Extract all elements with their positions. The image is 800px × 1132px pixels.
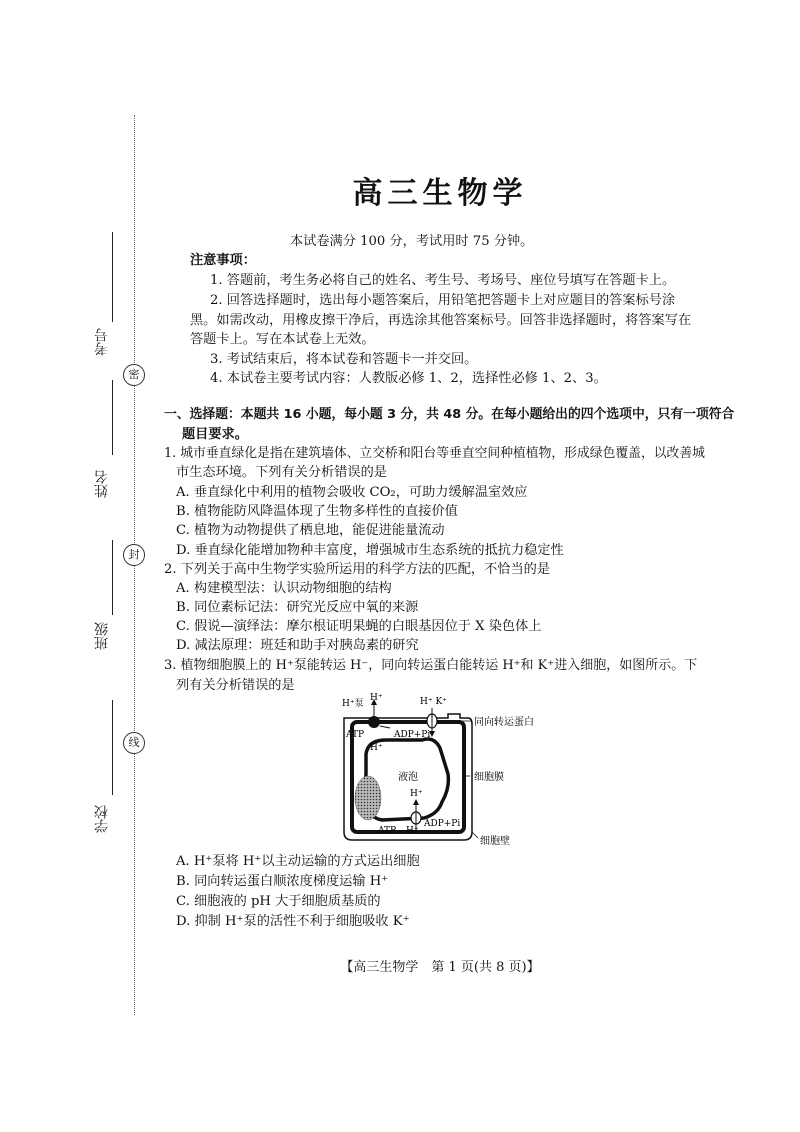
chloroplast-blob [355,776,381,820]
question-stem: 2. 下列关于高中生物学实验所运用的科学方法的匹配，不恰当的是 [164,562,551,577]
label-atp2: ATP [378,826,397,836]
question-stem: 3. 植物细胞膜上的 H⁺泵能转运 H⁻，同向转运蛋白能转运 H⁺和 K⁺进入细胞，如图所示。下 [164,658,698,673]
field-label-school: 学校 [94,805,110,833]
option-b: B. 同位素标记法：研究光反应中氧的来源 [176,600,419,615]
question-stem-cont: 列有关分析错误的是 [176,678,295,693]
label-hk: H⁺ K⁺ [420,697,447,707]
label-h-tono: H⁺ [410,789,423,799]
exam-info: 本试卷满分 100 分，考试用时 75 分钟。 [290,234,534,249]
label-h-pump: H⁺泵 [342,699,364,709]
label-adp2: ADP+Pi [424,819,461,829]
option-d: D. 减法原理：班廷和助手对胰岛素的研究 [176,638,419,653]
field-line-name[interactable] [112,380,113,455]
question-stem-cont: 市生态环境。下列有关分析错误的是 [176,465,387,480]
label-wall: 细胞壁 [480,836,510,847]
label-symporter: 同向转运蛋白 [474,717,534,728]
section-heading: 一、选择题：本题共 16 小题，每小题 3 分，共 48 分。在每小题给出的四个选项中，只有一项符合 [164,407,735,422]
option-c: C. 假说—演绎法：摩尔根证明果蝇的白眼基因位于 X 染色体上 [176,619,542,634]
section-heading-cont: 题目要求。 [182,427,248,442]
field-line-exam-number[interactable] [112,232,113,322]
binding-margin [0,0,150,1132]
note-item: 1. 答题前，考生务必将自己的姓名、考生号、考场号、座位号填写在答题卡上。 [210,273,676,288]
note-item: 黑。如需改动，用橡皮擦干净后，再选涂其他答案标号。回答非选择题时，将答案写在 [190,313,692,328]
field-line-school[interactable] [112,700,113,795]
page-title: 高三生物学 [352,176,528,211]
seal-mark-xian: 线 [123,732,145,754]
note-item: 答题卡上。写在本试卷上无效。 [190,332,375,347]
option-c: C. 植物为动物提供了栖息地，能促进能量流动 [176,523,445,538]
plant-cell-diagram [330,690,570,850]
question-stem: 1. 城市垂直绿化是指在建筑墙体、立交桥和阳台等垂直空间种植植物，形成绿色覆盖，以改善城 [164,446,705,461]
option-a: A. 垂直绿化中利用的植物会吸收 CO₂，可助力缓解温室效应 [176,485,528,500]
seal-mark-mi: 密 [123,364,145,386]
option-a: A. H⁺泵将 H⁺以主动运输的方式运出细胞 [176,854,420,869]
field-label-exam-number: 考号 [94,328,110,356]
seal-mark-feng: 封 [123,544,145,566]
page-footer: 【高三生物学 第 1 页(共 8 页)】 [340,960,540,975]
note-item: 3. 考试结束后，将本试卷和答题卡一并交回。 [210,352,478,367]
option-d: D. 抑制 H⁺泵的活性不利于细胞吸收 K⁺ [176,914,410,929]
field-label-name: 姓名 [94,470,110,498]
option-c: C. 细胞液的 pH 大于细胞质基质的 [176,894,381,909]
note-item: 4. 本试卷主要考试内容：人教版必修 1、2，选择性必修 1、2、3。 [210,371,607,386]
label-h-top: H⁺ [370,693,383,703]
label-h-bottom: H⁺ [406,826,419,836]
option-b: B. 植物能防风降温体现了生物多样性的直接价值 [176,504,458,519]
field-label-class: 班级 [94,622,110,650]
label-vacuole: 液泡 [398,772,418,783]
field-line-class[interactable] [112,540,113,615]
label-h-inner: H⁺ [370,743,383,753]
option-a: A. 构建模型法：认识动物细胞的结构 [176,581,392,596]
label-atp: ATP [346,730,365,740]
label-adp: ADP+Pi [394,730,431,740]
option-d: D. 垂直绿化能增加物种丰富度，增强城市生态系统的抵抗力稳定性 [176,543,564,558]
notes-heading: 注意事项： [190,253,256,268]
option-b: B. 同向转运蛋白顺浓度梯度运输 H⁺ [176,874,389,889]
label-membrane: 细胞膜 [474,772,504,783]
note-item: 2. 回答选择题时，选出每小题答案后，用铅笔把答题卡上对应题目的答案标号涂 [210,293,676,308]
h-pump-icon [368,716,380,728]
